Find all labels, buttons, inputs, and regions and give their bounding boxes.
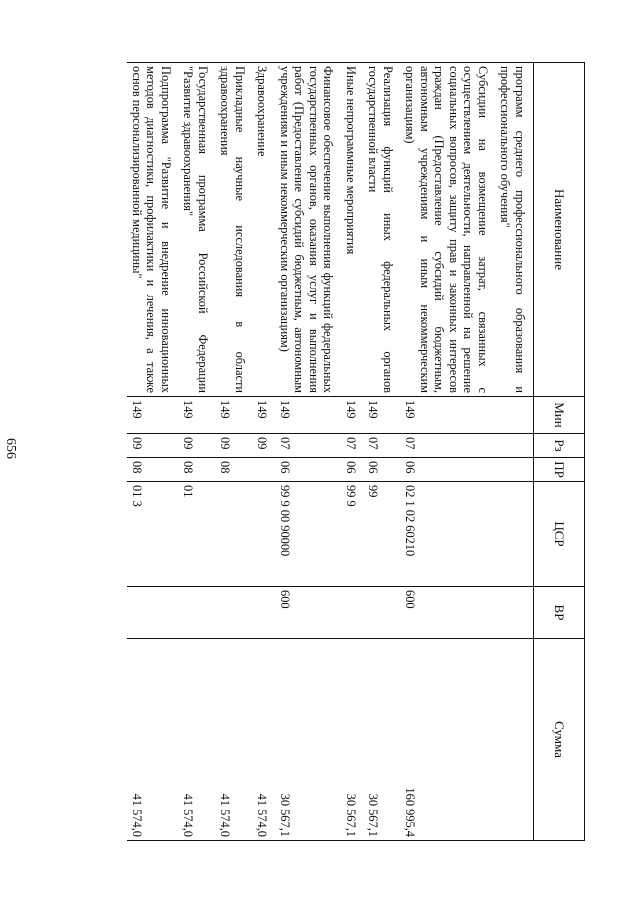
cell-rz: 07 (342, 434, 365, 458)
cell-vr: 600 (401, 587, 496, 639)
cell-sum: 30 567,1 (364, 639, 401, 841)
cell-csr (496, 482, 534, 587)
cell-name: Субсидии на возмещение затрат, связанных с осуществлением деятельности, направленной на решение социальных вопросов, защиту прав и законных интересов граждан (Предоставление субсидий бюджетным, автономным учреждениям и иным некоммерческим организациям) (401, 63, 496, 397)
cell-rz: 07 (401, 434, 496, 458)
cell-csr: 99 (364, 482, 401, 587)
cell-csr (216, 482, 253, 587)
cell-rz: 07 (364, 434, 401, 458)
cell-sum: 41 574,0 (253, 639, 276, 841)
cell-name: Иные непрограммные мероприятия (342, 63, 365, 397)
cell-sum: 160 995,4 (401, 639, 496, 841)
table-row (496, 63, 534, 841)
cell-csr: 02 1 02 60210 (401, 482, 496, 587)
header-vr: ВР (534, 587, 585, 639)
cell-sum (496, 639, 534, 841)
cell-min: 149 (364, 397, 401, 434)
cell-name: Финансовое обеспечение выполнения функций федеральных государственных органов, оказания услуг и выполнения работ (Предоставление субсидий бюджетным, автономным учреждениям и иным некоммерческим организациям) (276, 63, 342, 397)
cell-csr (253, 482, 276, 587)
cell-vr (342, 587, 365, 639)
cell-name: Подпрограмма "Развитие и внедрение инновационных методов диагностики, профилактики и лечения, а также основ персонализированной медицины" (128, 63, 180, 397)
cell-sum: 30 567,1 (342, 639, 365, 841)
table-row (179, 63, 216, 841)
header-row (534, 63, 585, 841)
cell-csr: 01 3 (128, 482, 180, 587)
cell-name: программ среднего профессионального образования и профессионального обучения" (496, 63, 534, 397)
table-row (401, 63, 496, 841)
cell-vr (128, 587, 180, 639)
table-row (253, 63, 276, 841)
cell-pr: 06 (342, 458, 365, 482)
table-row (342, 63, 365, 841)
header-pr: ПР (534, 458, 585, 482)
rotated-page-content (55, 62, 585, 840)
cell-pr: 08 (179, 458, 216, 482)
cell-vr (364, 587, 401, 639)
cell-min: 149 (276, 397, 342, 434)
header-min: Мин (534, 397, 585, 434)
cell-pr: 08 (128, 458, 180, 482)
cell-pr: 06 (276, 458, 342, 482)
cell-min: 149 (401, 397, 496, 434)
cell-csr: 99 9 00 90000 (276, 482, 342, 587)
cell-pr: 06 (364, 458, 401, 482)
cell-pr: 08 (216, 458, 253, 482)
table-body (128, 63, 534, 841)
cell-min (496, 397, 534, 434)
header-rz: Рз (534, 434, 585, 458)
header-name: Наименование (534, 63, 585, 397)
cell-vr (496, 587, 534, 639)
cell-name: Реализация функций иных федеральных органов государственной власти (364, 63, 401, 397)
cell-pr: 06 (401, 458, 496, 482)
cell-sum: 30 567,1 (276, 639, 342, 841)
cell-min: 149 (342, 397, 365, 434)
table-row (216, 63, 253, 841)
table-row (364, 63, 401, 841)
cell-min: 149 (216, 397, 253, 434)
cell-sum: 41 574,0 (216, 639, 253, 841)
cell-csr: 99 9 (342, 482, 365, 587)
cell-vr (216, 587, 253, 639)
cell-rz: 09 (216, 434, 253, 458)
table-row (128, 63, 180, 841)
cell-min: 149 (179, 397, 216, 434)
cell-sum: 41 574,0 (128, 639, 180, 841)
cell-pr (253, 458, 276, 482)
table-row (276, 63, 342, 841)
cell-vr (253, 587, 276, 639)
cell-min: 149 (128, 397, 180, 434)
cell-rz: 09 (179, 434, 216, 458)
cell-rz: 09 (253, 434, 276, 458)
cell-rz (496, 434, 534, 458)
cell-rz: 09 (128, 434, 180, 458)
cell-name: Прикладные научные исследования в области здравоохранения (216, 63, 253, 397)
cell-rz: 07 (276, 434, 342, 458)
cell-csr: 01 (179, 482, 216, 587)
header-sum: Сумма (534, 639, 585, 841)
cell-vr: 600 (276, 587, 342, 639)
budget-table (128, 62, 586, 841)
cell-name: Государственная программа Российской Федерации "Развитие здравоохранения" (179, 63, 216, 397)
cell-vr (179, 587, 216, 639)
cell-name: Здравоохранение (253, 63, 276, 397)
cell-min: 149 (253, 397, 276, 434)
cell-pr (496, 458, 534, 482)
header-csr: ЦСР (534, 482, 585, 587)
page-number: 656 (3, 438, 18, 459)
cell-sum: 41 574,0 (179, 639, 216, 841)
